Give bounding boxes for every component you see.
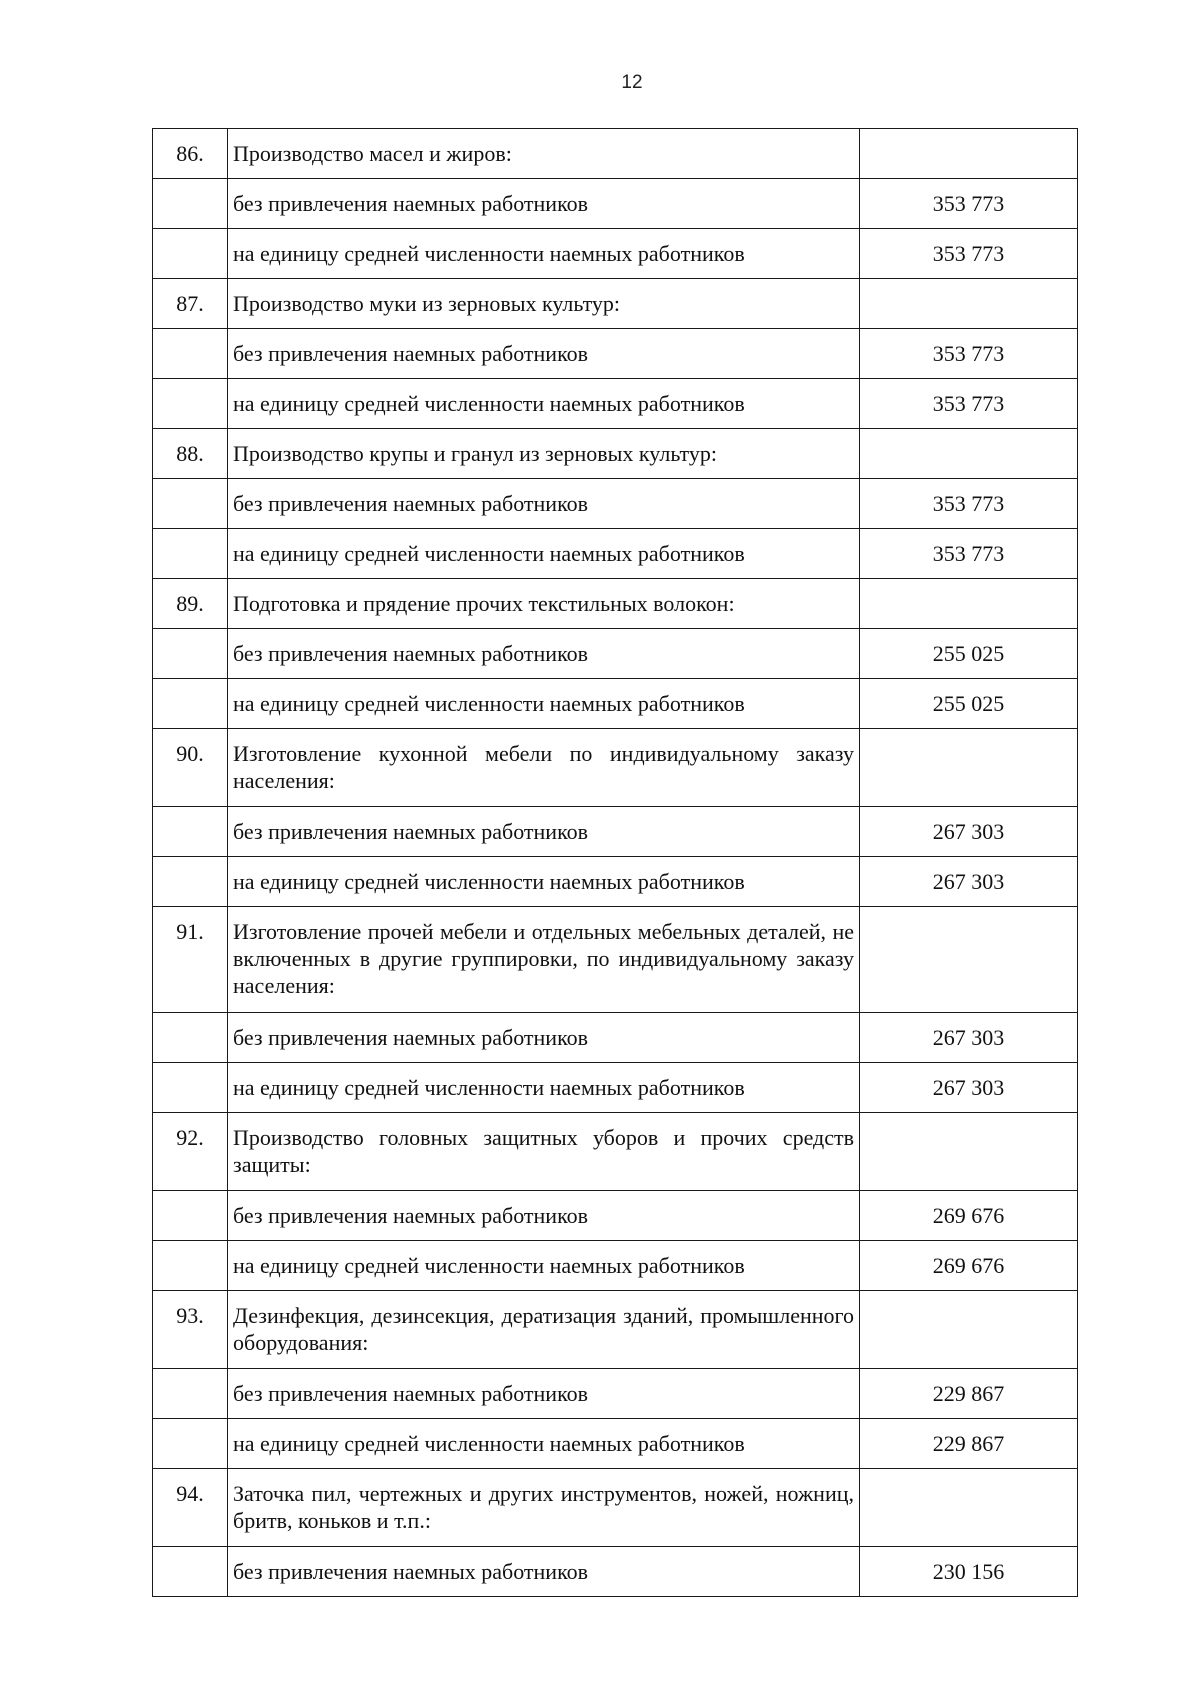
row-number [153,479,228,529]
row-number [153,1191,228,1241]
row-description: на единицу средней численности наемных работников [228,857,860,907]
row-number [153,179,228,229]
row-number [153,679,228,729]
table-row [153,1063,1078,1113]
row-value: 269 676 [860,1191,1078,1241]
table-row [153,629,1078,679]
row-number: 90. [153,729,228,807]
row-description: Заточка пил, чертежных и других инструментов, ножей, ножниц, бритв, коньков и т.п.: [228,1469,860,1547]
table-row [153,479,1078,529]
row-value [860,429,1078,479]
row-number: 92. [153,1113,228,1191]
row-value [860,1469,1078,1547]
table-row [153,1469,1078,1547]
row-value: 267 303 [860,807,1078,857]
row-value: 353 773 [860,379,1078,429]
row-number [153,629,228,679]
row-number [153,529,228,579]
table-row [153,1113,1078,1191]
row-description: Дезинфекция, дезинсекция, дератизация зданий, промышленного оборудования: [228,1291,860,1369]
row-description: на единицу средней численности наемных работников [228,229,860,279]
row-value: 269 676 [860,1241,1078,1291]
row-value [860,129,1078,179]
table-row [153,379,1078,429]
row-description: без привлечения наемных работников [228,807,860,857]
row-number: 91. [153,907,228,1013]
row-number: 88. [153,429,228,479]
row-value: 229 867 [860,1419,1078,1469]
table-row [153,429,1078,479]
row-description: без привлечения наемных работников [228,1013,860,1063]
row-number [153,1063,228,1113]
table-row [153,679,1078,729]
table-row [153,1013,1078,1063]
row-value [860,1291,1078,1369]
row-description: без привлечения наемных работников [228,629,860,679]
table-row [153,1291,1078,1369]
row-number [153,857,228,907]
row-number: 89. [153,579,228,629]
table-row [153,129,1078,179]
row-number [153,1241,228,1291]
row-number [153,1547,228,1597]
row-value [860,1113,1078,1191]
table-row [153,229,1078,279]
row-number: 93. [153,1291,228,1369]
row-description: на единицу средней численности наемных работников [228,679,860,729]
table-row [153,1191,1078,1241]
row-number [153,1369,228,1419]
row-description: Изготовление кухонной мебели по индивидуальному заказу населения: [228,729,860,807]
row-value: 267 303 [860,857,1078,907]
row-value: 255 025 [860,629,1078,679]
row-number [153,229,228,279]
row-description: на единицу средней численности наемных работников [228,1241,860,1291]
table-row [153,1547,1078,1597]
table-row [153,579,1078,629]
row-value: 229 867 [860,1369,1078,1419]
row-description: Изготовление прочей мебели и отдельных мебельных деталей, не включенных в другие группировки, по индивидуальному заказу населения: [228,907,860,1013]
table-row [153,179,1078,229]
table-row [153,1369,1078,1419]
row-value: 353 773 [860,229,1078,279]
row-description: Производство масел и жиров: [228,129,860,179]
row-number [153,329,228,379]
row-value [860,729,1078,807]
row-description: без привлечения наемных работников [228,1547,860,1597]
row-description: без привлечения наемных работников [228,329,860,379]
row-number [153,807,228,857]
table-row [153,729,1078,807]
row-description: Производство головных защитных уборов и прочих средств защиты: [228,1113,860,1191]
row-value: 230 156 [860,1547,1078,1597]
row-description: Производство муки из зерновых культур: [228,279,860,329]
row-description: Подготовка и прядение прочих текстильных волокон: [228,579,860,629]
row-description: без привлечения наемных работников [228,1191,860,1241]
row-value: 353 773 [860,329,1078,379]
row-description: на единицу средней численности наемных работников [228,1063,860,1113]
table-row [153,329,1078,379]
row-description: Производство крупы и гранул из зерновых культур: [228,429,860,479]
row-value: 353 773 [860,529,1078,579]
row-value [860,907,1078,1013]
page-number: 12 [621,72,643,93]
row-value [860,579,1078,629]
tax-rates-table [152,128,1078,1597]
table-row [153,529,1078,579]
row-value: 353 773 [860,479,1078,529]
row-value: 353 773 [860,179,1078,229]
row-number [153,1013,228,1063]
table-row [153,807,1078,857]
row-number: 94. [153,1469,228,1547]
row-description: на единицу средней численности наемных работников [228,1419,860,1469]
table-row [153,1419,1078,1469]
table-row [153,1241,1078,1291]
row-description: на единицу средней численности наемных работников [228,379,860,429]
row-value: 267 303 [860,1013,1078,1063]
row-description: без привлечения наемных работников [228,1369,860,1419]
row-value: 255 025 [860,679,1078,729]
row-number [153,379,228,429]
row-number: 87. [153,279,228,329]
row-description: на единицу средней численности наемных работников [228,529,860,579]
table-row [153,279,1078,329]
row-description: без привлечения наемных работников [228,479,860,529]
row-value: 267 303 [860,1063,1078,1113]
row-description: без привлечения наемных работников [228,179,860,229]
table-row [153,857,1078,907]
row-value [860,279,1078,329]
row-number: 86. [153,129,228,179]
table-row [153,907,1078,1013]
row-number [153,1419,228,1469]
